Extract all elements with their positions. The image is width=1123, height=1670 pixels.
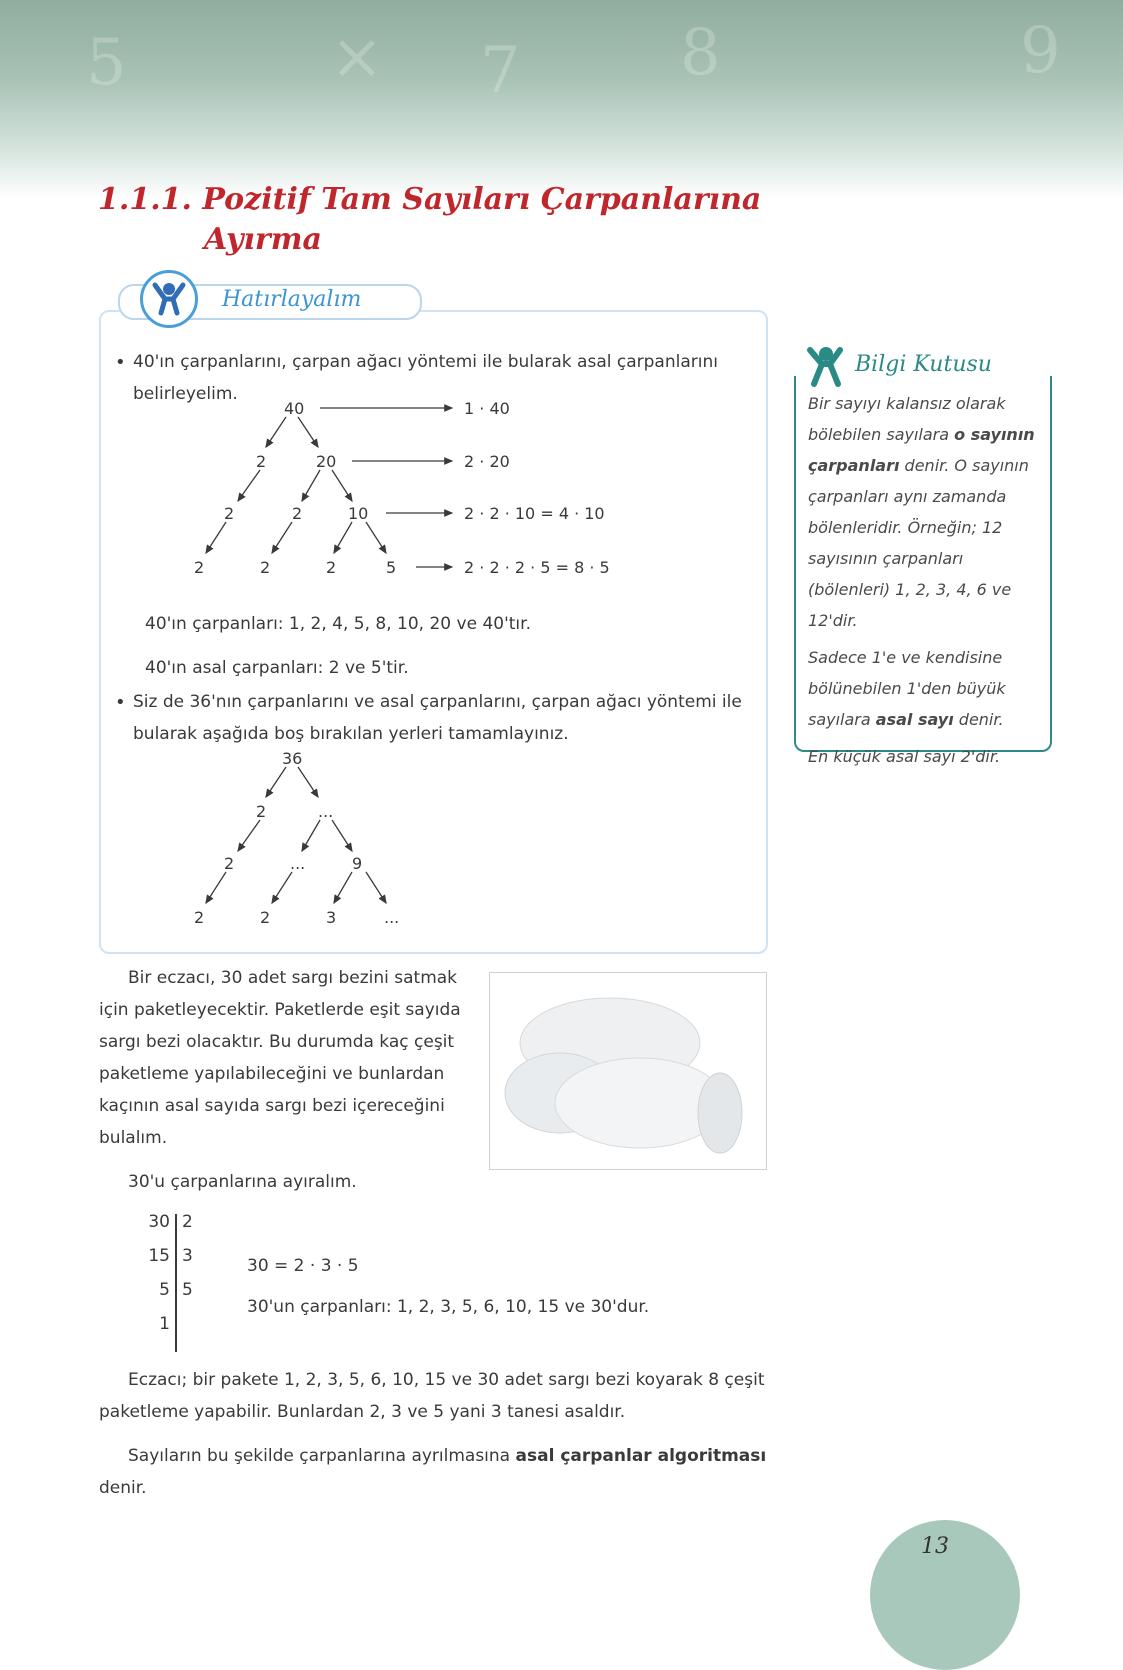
- info-text-run: Bir sayıyı kalansız olarak bölebilen sayılara: [808, 394, 1006, 444]
- header-digit: 7: [480, 34, 521, 108]
- tree-node: 9: [352, 854, 363, 873]
- header-band: [0, 0, 1123, 200]
- conclusion-line2: paketleme yapabilir. Bunlardan 2, 3 ve 5 yani 3 tanesi asaldır.: [99, 1402, 626, 1422]
- tree-product: 2 · 20: [464, 452, 510, 471]
- factors-40: 40'ın çarpanları: 1, 2, 4, 5, 8, 10, 20 ve 40'tır.: [145, 614, 531, 634]
- ladder-divider: [175, 1214, 177, 1352]
- bullet1-line1: 40'ın çarpanlarını, çarpan ağacı yöntemi ile bularak asal çarpanlarını: [133, 352, 718, 372]
- factor-tree-40: [180, 395, 650, 595]
- tree-node: 2: [260, 908, 271, 927]
- tree-node: 2: [326, 558, 337, 577]
- tree-node: ...: [384, 908, 400, 927]
- tree-branch: [238, 820, 260, 851]
- factor-tree-36: [180, 745, 430, 935]
- definition-bold-term: asal çarpanlar algoritması: [515, 1446, 767, 1466]
- tree-node: 36: [282, 749, 303, 768]
- tree-node: 10: [348, 504, 369, 523]
- problem-line: Bir eczacı, 30 adet sargı bezini satmak: [128, 968, 458, 988]
- header-digit: 8: [680, 16, 721, 90]
- tree-branch: [206, 522, 226, 553]
- conclusion-line1: Eczacı; bir pakete 1, 2, 3, 5, 6, 10, 15 ve 30 adet sargı bezi koyarak 8 çeşit: [128, 1370, 765, 1390]
- problem-step: 30'u çarpanlarına ayıralım.: [128, 1172, 357, 1192]
- ladder-dividend: 1: [159, 1314, 170, 1334]
- bullet2-line2: bularak aşağıda boş bırakılan yerleri tamamlayınız.: [133, 724, 569, 744]
- tree-branch: [302, 820, 320, 851]
- tree-node: 3: [326, 908, 337, 927]
- tree-node: 2: [256, 452, 267, 471]
- tree-branch: [206, 872, 226, 903]
- page-number: 13: [921, 1534, 949, 1559]
- tree-node: 2: [256, 802, 267, 821]
- bullet-icon: •: [115, 352, 126, 373]
- tree-branch: [266, 767, 286, 797]
- tree-branch: [298, 767, 318, 797]
- definition-text-run: Sayıların bu şekilde çarpanlarına ayrılmasına: [128, 1446, 516, 1466]
- remember-label: Hatırlayalım: [222, 287, 362, 312]
- info-paragraph: [808, 388, 1040, 636]
- division-ladder: [120, 1212, 220, 1352]
- problem-line: bulalım.: [99, 1128, 168, 1148]
- gauze-rolls-photo: [489, 972, 767, 1170]
- tree-branch: [272, 522, 292, 553]
- header-digit: ×: [330, 20, 384, 94]
- info-text: [808, 388, 1040, 778]
- tree-branch: [366, 872, 386, 903]
- tree-node: 2: [194, 908, 205, 927]
- info-paragraph: [808, 642, 1040, 735]
- tree-branch: [366, 522, 386, 553]
- tree-branch: [334, 522, 352, 553]
- info-title: Bilgi Kutusu: [855, 352, 992, 377]
- ladder-dividend: 15: [148, 1246, 170, 1266]
- bullet2-line1: Siz de 36'nın çarpanlarını ve asal çarpanlarını, çarpan ağacı yöntemi ile: [133, 692, 742, 712]
- section-title-line1: 1.1.1. Pozitif Tam Sayıları Çarpanlarına: [98, 182, 762, 217]
- header-digit: 5: [86, 26, 127, 100]
- info-bold-term: asal sayı: [875, 710, 954, 729]
- tree-branch: [298, 417, 318, 447]
- problem-line: paketleme yapılabileceğini ve bunlardan: [99, 1064, 445, 1084]
- problem-line: için paketleyecektir. Paketlerde eşit sayıda: [99, 1000, 461, 1020]
- thinking-person-icon: [800, 340, 852, 392]
- tree-branch: [302, 470, 320, 501]
- tree-product: 2 · 2 · 2 · 5 = 8 · 5: [464, 558, 610, 577]
- definition-line2: denir.: [99, 1478, 147, 1498]
- tree-node: ...: [290, 854, 306, 873]
- definition-line1: [128, 1440, 766, 1472]
- section-title: [98, 180, 798, 260]
- tree-node: 5: [386, 558, 397, 577]
- tree-node: 2: [194, 558, 205, 577]
- tree-branch: [266, 417, 286, 447]
- person-arms-up-icon: [140, 270, 198, 328]
- tree-node: 20: [316, 452, 337, 471]
- tree-product: 2 · 2 · 10 = 4 · 10: [464, 504, 605, 523]
- problem-line: kaçının asal sayıda sargı bezi içereceğini: [99, 1096, 445, 1116]
- ladder-divisor: 3: [182, 1246, 193, 1266]
- info-text-run: En küçük asal sayı 2'dir.: [808, 747, 1001, 766]
- bullet1-line2: belirleyelim.: [133, 384, 238, 404]
- info-bold-term: o sayının çarpanları: [808, 425, 1035, 475]
- ladder-divisor: 2: [182, 1212, 193, 1232]
- info-text-run: denir. O sayının çarpanları aynı zamanda bölenleridir. Örneğin; 12 sayısının çarpanları (bölenleri) 1, 2, 3, 4, 6 ve 12'dir.: [808, 456, 1029, 630]
- ladder-dividend: 5: [159, 1280, 170, 1300]
- tree-node: 2: [224, 854, 235, 873]
- tree-branch: [334, 872, 352, 903]
- tree-product: 1 · 40: [464, 399, 510, 418]
- ladder-dividend: 30: [148, 1212, 170, 1232]
- tree-branch: [238, 470, 260, 501]
- tree-node: 2: [224, 504, 235, 523]
- factors-30: 30'un çarpanları: 1, 2, 3, 5, 6, 10, 15 ve 30'dur.: [247, 1297, 650, 1317]
- tree-node: ...: [318, 802, 334, 821]
- prime-factors-40: 40'ın asal çarpanları: 2 ve 5'tir.: [145, 658, 409, 678]
- bullet-icon: •: [115, 692, 126, 713]
- tree-node: 2: [292, 504, 303, 523]
- tree-branch: [272, 872, 292, 903]
- ladder-divisor: 5: [182, 1280, 193, 1300]
- factorization-equation: 30 = 2 · 3 · 5: [247, 1256, 359, 1276]
- tree-branch: [332, 470, 352, 501]
- info-paragraph: [808, 741, 1040, 772]
- info-text-run: Sadece 1'e ve kendisine bölünebilen 1'den büyük sayılara: [808, 648, 1006, 729]
- info-text-run: denir.: [953, 710, 1004, 729]
- tree-node: 40: [284, 399, 305, 418]
- section-title-line2: Ayırma: [204, 222, 322, 257]
- problem-line: sargı bezi olacaktır. Bu durumda kaç çeşit: [99, 1032, 455, 1052]
- tree-branch: [332, 820, 352, 851]
- header-digit: 9: [1020, 14, 1061, 88]
- tree-node: 2: [260, 558, 271, 577]
